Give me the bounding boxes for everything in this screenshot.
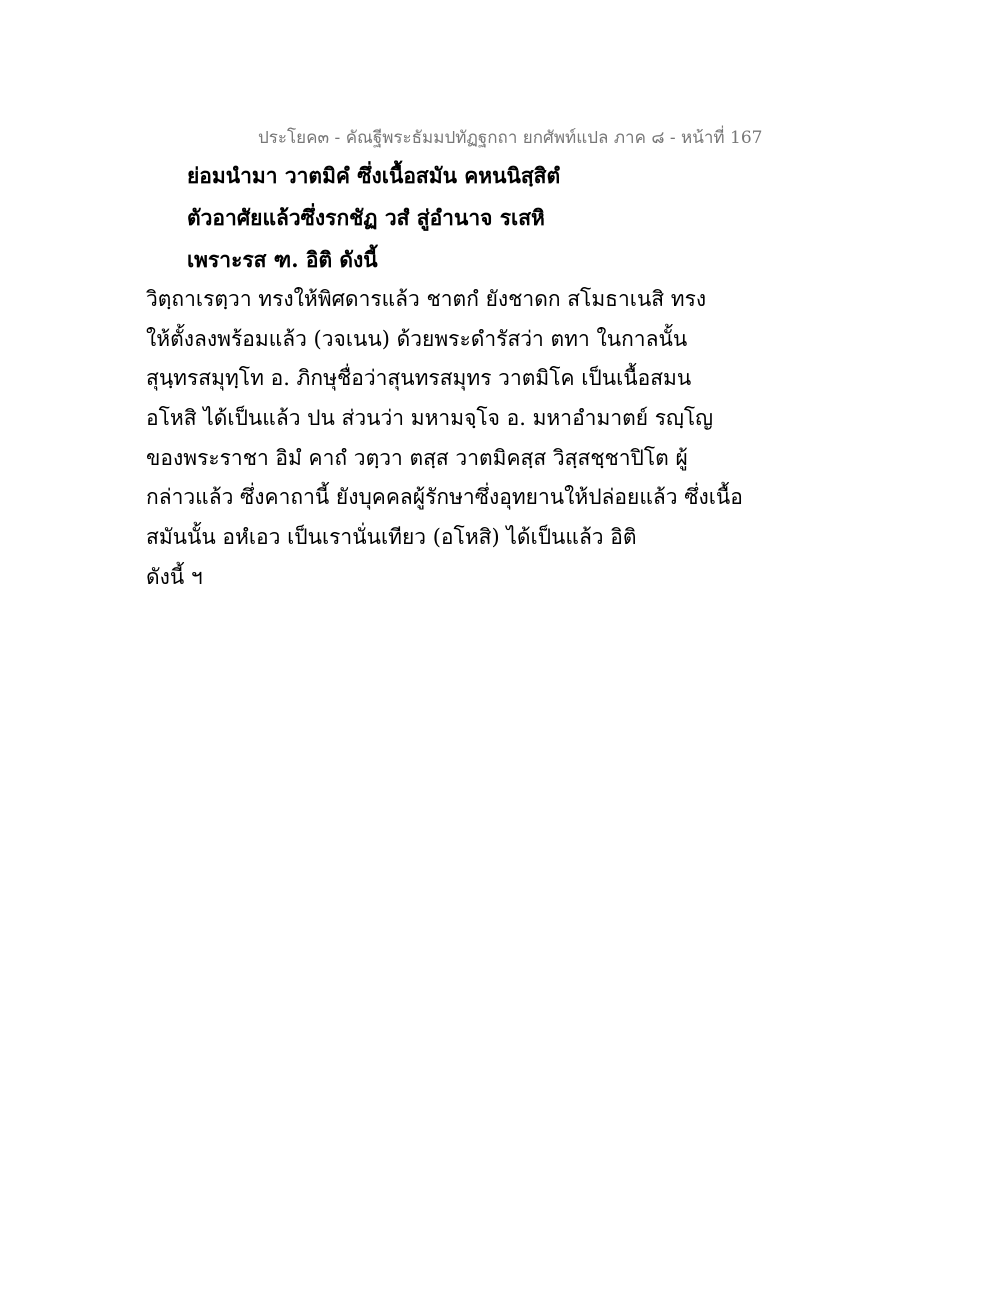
- prose-line: สมันนั้น อหํเอว เป็นเรานั่นเทียว (อโหสิ) ได้เป็นแล้ว อิติ: [146, 525, 637, 549]
- verse-line: ตัวอาศัยแล้วซึ่งรกชัฏ วสํ สู่อำนาจ รเสหิ: [187, 205, 545, 230]
- prose-line: อโหสิ ได้เป็นแล้ว ปน ส่วนว่า มหามจฺโจ อ. มหาอำมาตย์ รญฺโญ: [146, 406, 714, 430]
- verse-line: ย่อมนำมา วาตมิคํ ซึ่งเนื้อสมัน คหนนิสฺสิตํ: [187, 163, 561, 188]
- prose-line: ดังนี้ ฯ: [146, 565, 203, 589]
- prose-line: กล่าวแล้ว ซึ่งคาถานี้ ยังบุคคลผู้รักษาซึ่งอุทยานให้ปล่อยแล้ว ซึ่งเนื้อ: [146, 485, 743, 509]
- prose-line: ของพระราชา อิมํ คาถํ วตฺวา ตสฺส วาตมิคสฺส วิสฺสชฺชาปิโต ผู้: [146, 446, 688, 470]
- prose-line: วิตฺถาเรตฺวา ทรงให้พิศดารแล้ว ชาตกํ ยังชาดก สโมธาเนสิ ทรง: [146, 287, 707, 311]
- verse-line: เพราะรส ฑ. อิติ ดังนี้: [187, 247, 378, 272]
- prose-line: สุนฺทรสมุทฺโท อ. ภิกษุชื่อว่าสุนทรสมุทร วาตมิโค เป็นเนื้อสมน: [146, 366, 692, 390]
- prose-line: ให้ตั้งลงพร้อมแล้ว (วจเนน) ด้วยพระดำรัสว่า ตทา ในกาลนั้น: [146, 327, 688, 351]
- page-header: ประโยค๓ - คัณฐีพระธัมมปทัฏฐกถา ยกศัพท์แปล ภาค ๘ - หน้าที่ 167: [258, 128, 763, 148]
